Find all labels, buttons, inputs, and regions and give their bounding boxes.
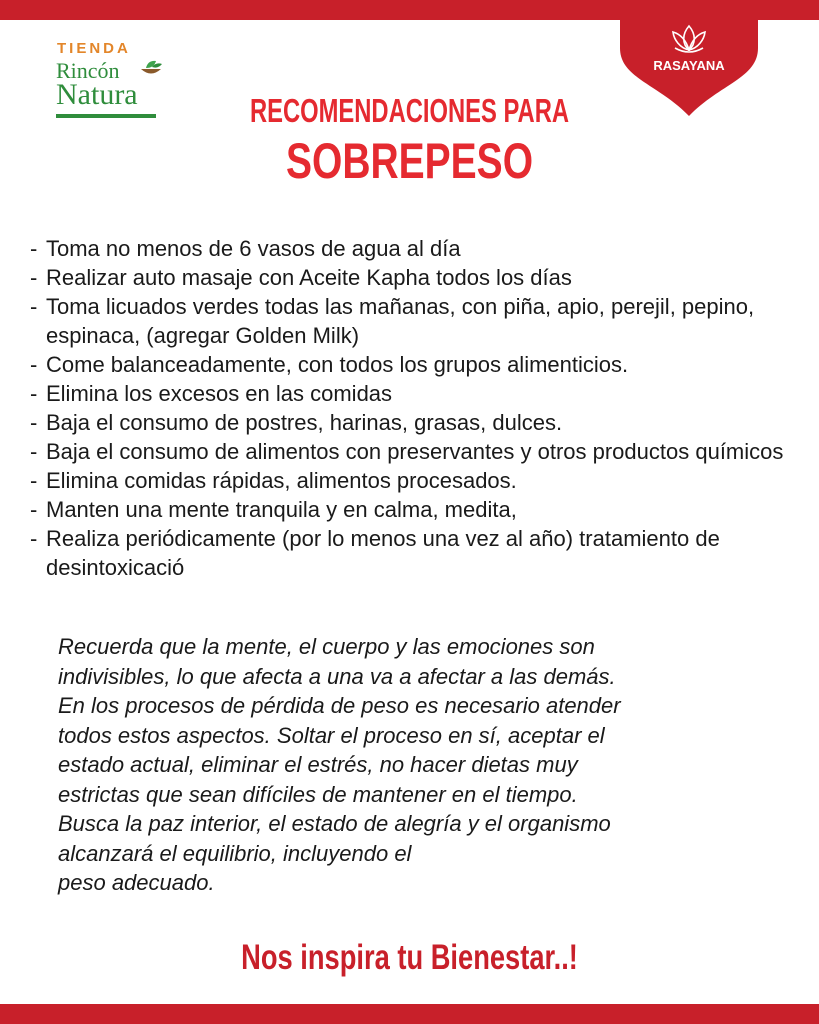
title-line-1: RECOMENDACIONES PARA — [249, 92, 570, 129]
list-item: - Realiza periódicamente (por lo menos una vez al año) tratamiento de desintoxicació — [30, 526, 739, 580]
note-line: peso adecuado. — [58, 870, 215, 895]
logo-rincon-text: Rincón — [56, 58, 120, 83]
note-line: todos estos aspectos. Soltar el proceso en sí, aceptar el — [58, 722, 605, 748]
list-item: - Manten una mente tranquila y en calma, medita, — [30, 497, 517, 522]
list-item: - Baja el consumo de alimentos con preservantes y otros productos químicos — [30, 439, 784, 464]
note-line: Busca la paz interior, el estado de alegría y el organismo — [58, 811, 611, 836]
logo-natura-text: Natura — [56, 78, 138, 111]
mortar-leaf-icon — [138, 58, 164, 78]
note-line: estado actual, eliminar el estrés, no hacer dietas muy — [58, 752, 578, 777]
bottom-red-bar — [0, 1004, 819, 1024]
list-item: - Elimina los excesos en las comidas — [30, 381, 393, 406]
note-line: alcanzará el equilibrio, incluyendo el — [58, 840, 412, 866]
note-line: indivisibles, lo que afecta a una va a afectar a las demás. — [58, 663, 616, 689]
note-line: En los procesos de pérdida de peso es necesario atender — [58, 693, 621, 718]
list-item: - Come balanceadamente, con todos los grupos alimenticios. — [30, 352, 629, 377]
title-line-2: SOBREPESO — [285, 133, 534, 189]
note-line: Recuerda que la mente, el cuerpo y las emociones son — [58, 634, 595, 659]
recommendations-list — [30, 234, 805, 582]
closing-note — [58, 632, 788, 898]
list-item: - Toma no menos de 6 vasos de agua al día — [30, 236, 461, 261]
footer-slogan: Nos inspira tu Bienestar..! — [241, 938, 578, 977]
rasayana-name: RASAYANA — [653, 58, 725, 73]
note-line: estrictas que sean difíciles de mantener en el tiempo. — [58, 781, 578, 807]
logo-tienda-text: TIENDA — [57, 40, 131, 57]
list-item: - Toma licuados verdes todas las mañanas, con piña, apio, perejil, pepino, espinaca, (agregar Golden Milk) — [30, 294, 755, 348]
list-item: - Baja el consumo de postres, harinas, grasas, dulces. — [30, 410, 563, 435]
list-item: - Elimina comidas rápidas, alimentos procesados. — [30, 468, 517, 493]
list-item: - Realizar auto masaje con Aceite Kapha todos los días — [30, 265, 572, 290]
